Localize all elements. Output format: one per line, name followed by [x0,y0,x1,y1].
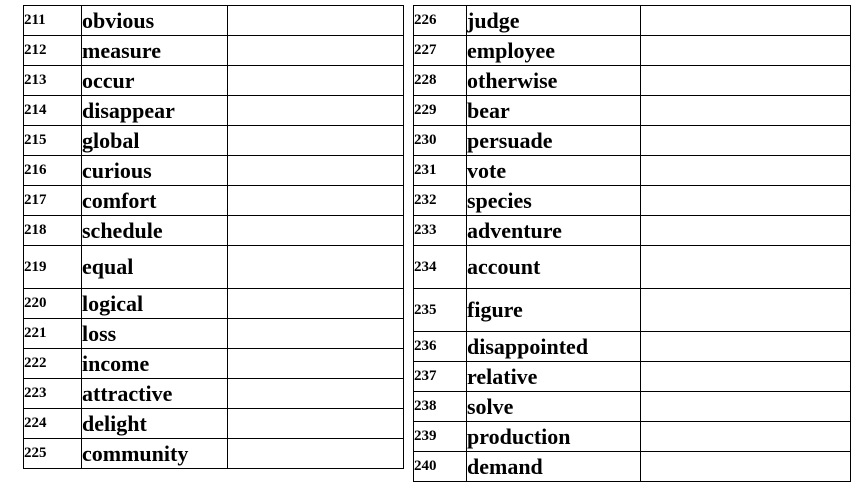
item-number: 215 [24,126,82,156]
table-row [414,66,851,96]
table-row [414,216,851,246]
vocab-word: occur [82,66,228,96]
item-number: 211 [24,6,82,36]
table-row [414,126,851,156]
item-number: 213 [24,66,82,96]
vocab-word: schedule [82,216,228,246]
answer-blank-cell [641,96,851,126]
vocab-word: judge [467,6,641,36]
item-number: 218 [24,216,82,246]
vocab-word: vote [467,156,641,186]
answer-blank-cell [641,246,851,289]
item-number: 234 [414,246,467,289]
item-number: 214 [24,96,82,126]
table-row [414,392,851,422]
vocab-word: curious [82,156,228,186]
answer-blank-cell [228,36,404,66]
answer-blank-cell [228,319,404,349]
table-row [414,96,851,126]
table-row [414,332,851,362]
vocab-word: account [467,246,641,289]
table-row [24,349,404,379]
item-number: 217 [24,186,82,216]
answer-blank-cell [641,126,851,156]
vocab-table-right [413,5,851,482]
item-number: 237 [414,362,467,392]
item-number: 221 [24,319,82,349]
answer-blank-cell [641,156,851,186]
table-row [414,289,851,332]
table-row [24,186,404,216]
vocab-word: demand [467,452,641,482]
vocab-word: obvious [82,6,228,36]
answer-blank-cell [228,409,404,439]
vocab-word: figure [467,289,641,332]
answer-blank-cell [641,362,851,392]
answer-blank-cell [228,66,404,96]
item-number: 232 [414,186,467,216]
vocab-word: disappointed [467,332,641,362]
table-row [24,319,404,349]
answer-blank-cell [641,332,851,362]
table-row [24,126,404,156]
table-row [24,156,404,186]
item-number: 219 [24,246,82,289]
item-number: 216 [24,156,82,186]
item-number: 238 [414,392,467,422]
answer-blank-cell [228,246,404,289]
vocab-word: production [467,422,641,452]
table-row [414,246,851,289]
answer-blank-cell [228,289,404,319]
item-number: 228 [414,66,467,96]
item-number: 240 [414,452,467,482]
vocab-word: otherwise [467,66,641,96]
item-number: 236 [414,332,467,362]
vocab-word: logical [82,289,228,319]
item-number: 230 [414,126,467,156]
answer-blank-cell [641,452,851,482]
table-row [24,439,404,469]
table-row [24,246,404,289]
item-number: 223 [24,379,82,409]
answer-blank-cell [228,156,404,186]
answer-blank-cell [228,216,404,246]
item-number: 229 [414,96,467,126]
answer-blank-cell [641,392,851,422]
answer-blank-cell [641,289,851,332]
answer-blank-cell [228,349,404,379]
vocab-word: income [82,349,228,379]
table-row [414,156,851,186]
table-row [414,452,851,482]
table-row [414,36,851,66]
vocab-word: disappear [82,96,228,126]
item-number: 220 [24,289,82,319]
table-row [24,216,404,246]
vocab-word: bear [467,96,641,126]
vocab-word: solve [467,392,641,422]
answer-blank-cell [228,126,404,156]
table-row [24,66,404,96]
item-number: 212 [24,36,82,66]
table-row [414,422,851,452]
vocab-word: relative [467,362,641,392]
answer-blank-cell [641,216,851,246]
table-row [24,409,404,439]
vocab-word: persuade [467,126,641,156]
table-row [414,6,851,36]
table-row [24,6,404,36]
vocab-word: measure [82,36,228,66]
vocab-word: adventure [467,216,641,246]
vocab-word: equal [82,246,228,289]
item-number: 222 [24,349,82,379]
answer-blank-cell [641,422,851,452]
answer-blank-cell [228,439,404,469]
table-row [24,96,404,126]
vocab-word: loss [82,319,228,349]
vocab-table-left-body [24,6,404,469]
vocab-word: community [82,439,228,469]
vocab-word: global [82,126,228,156]
item-number: 226 [414,6,467,36]
vocab-table-left [23,5,404,469]
answer-blank-cell [641,6,851,36]
table-row [414,362,851,392]
item-number: 231 [414,156,467,186]
table-row [24,379,404,409]
vocab-word: attractive [82,379,228,409]
answer-blank-cell [641,186,851,216]
answer-blank-cell [228,186,404,216]
vocab-word: comfort [82,186,228,216]
item-number: 235 [414,289,467,332]
table-row [24,289,404,319]
item-number: 233 [414,216,467,246]
answer-blank-cell [228,6,404,36]
vocab-word: species [467,186,641,216]
answer-blank-cell [641,36,851,66]
table-row [414,186,851,216]
vocab-word: employee [467,36,641,66]
answer-blank-cell [641,66,851,96]
item-number: 224 [24,409,82,439]
answer-blank-cell [228,96,404,126]
vocab-word: delight [82,409,228,439]
item-number: 227 [414,36,467,66]
item-number: 239 [414,422,467,452]
table-row [24,36,404,66]
answer-blank-cell [228,379,404,409]
item-number: 225 [24,439,82,469]
vocab-table-right-body [414,6,851,482]
